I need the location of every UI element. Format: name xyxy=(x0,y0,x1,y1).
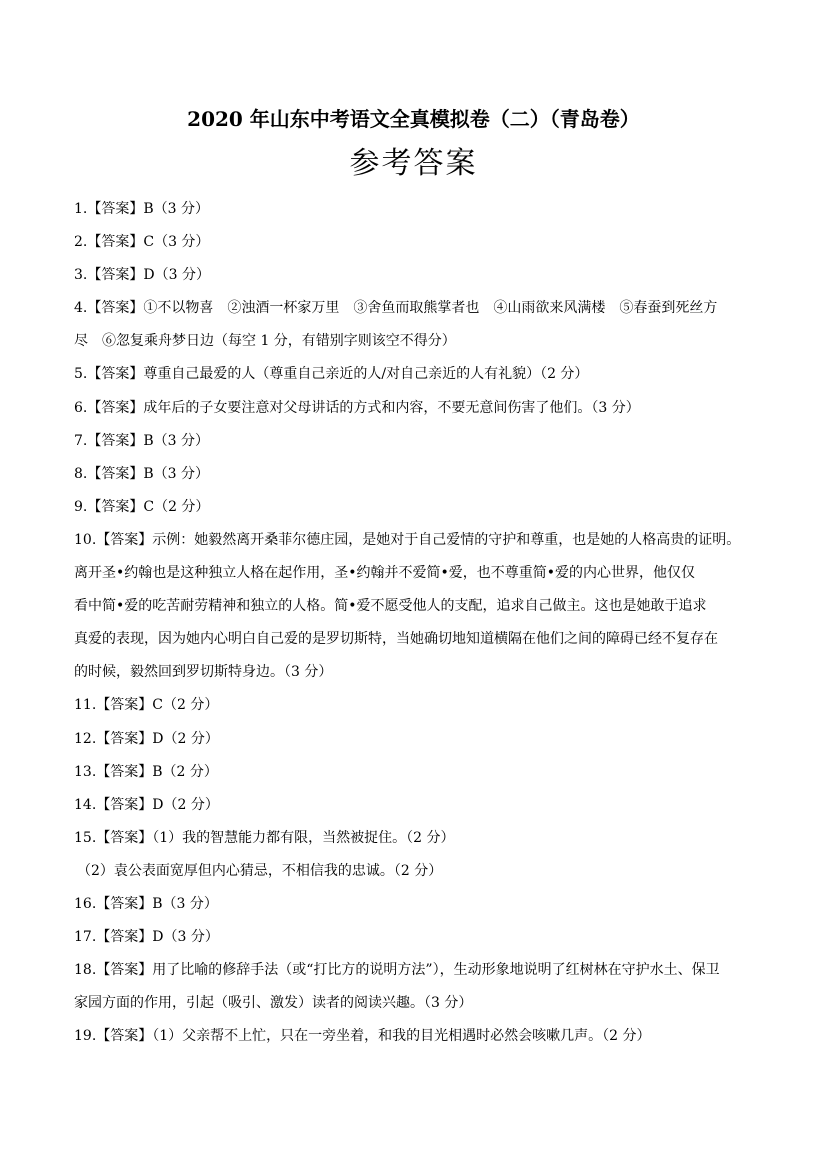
answer-line-19: 19.【答案】（1）父亲帮不上忙，只在一旁坐着，和我的目光相遇时必然会咳嗽几声。（2 分） xyxy=(74,1028,651,1045)
answer-line-10-continued-4: 的时候，毅然回到罗切斯特身边。（3 分） xyxy=(74,664,333,681)
answer-line-5: 5.【答案】尊重自己最爱的人（尊重自己亲近的人/对自己亲近的人有礼貌）（2 分） xyxy=(74,366,589,383)
answer-line-9: 9.【答案】C（2 分） xyxy=(74,498,210,515)
answer-line-4-continued: 尽 ⑥忽复乘舟梦日边（每空 1 分，有错别字则该空不得分） xyxy=(74,333,456,350)
answer-line-10: 10.【答案】示例：她毅然离开桑菲尔德庄园，是她对于自己爱情的守护和尊重，也是她的人格高贵的证明。 xyxy=(74,531,741,548)
document-subtitle: 参考答案 xyxy=(349,146,478,181)
answer-line-14: 14.【答案】D（2 分） xyxy=(74,796,219,813)
answer-line-15-part-2: （2）袁公表面宽厚但内心猜忌，不相信我的忠诚。（2 分） xyxy=(77,862,443,879)
answer-line-10-continued-1: 离开圣•约翰也是这种独立人格在起作用，圣•约翰并不爱简•爱，也不尊重简•爱的内心世界，他仅仅 xyxy=(74,565,696,582)
answer-line-1: 1.【答案】B（3 分） xyxy=(74,201,210,217)
answer-line-16: 16.【答案】B（3 分） xyxy=(74,895,218,912)
answer-line-6: 6.【答案】成年后的子女要注意对父母讲话的方式和内容，不要无意间伤害了他们。（3 分） xyxy=(74,399,640,416)
answer-line-18-continued: 家园方面的作用，引起（吸引、激发）读者的阅读兴趣。（3 分） xyxy=(74,995,473,1012)
answer-line-3: 3.【答案】D（3 分） xyxy=(74,267,210,284)
answer-line-8: 8.【答案】B（3 分） xyxy=(74,465,210,482)
answer-line-12: 12.【答案】D（2 分） xyxy=(74,730,219,747)
answer-line-10-continued-3: 真爱的表现，因为她内心明白自己爱的是罗切斯特，当她确切地知道横隔在他们之间的障碍已经不复存在 xyxy=(74,631,718,648)
answer-line-15: 15.【答案】（1）我的智慧能力都有限，当然被捉住。（2 分） xyxy=(74,829,455,846)
document-title: 2020 年山东中考语文全真模拟卷（二）（青岛卷） xyxy=(187,107,640,131)
answer-line-4: 4.【答案】①不以物喜 ②浊酒一杯家万里 ③舍鱼而取熊掌者也 ④山雨欲来风满楼 ⑤春蚕到死丝方 xyxy=(74,300,718,317)
answer-line-11: 11.【答案】C（2 分） xyxy=(74,697,219,714)
answer-line-18: 18.【答案】用了比喻的修辞手法（或“打比方的说明方法”），生动形象地说明了红树林在守护水土、保卫 xyxy=(74,962,720,979)
answer-line-13: 13.【答案】B（2 分） xyxy=(74,763,218,780)
answer-line-17: 17.【答案】D（3 分） xyxy=(74,929,219,946)
answer-line-7: 7.【答案】B（3 分） xyxy=(74,432,210,449)
answer-line-10-continued-2: 看中简•爱的吃苦耐劳精神和独立的人格。简•爱不愿受他人的支配，追求自己做主。这也是她敢于追求 xyxy=(74,598,707,615)
answer-list xyxy=(74,193,764,1053)
answer-line-2: 2.【答案】C（3 分） xyxy=(74,234,210,251)
